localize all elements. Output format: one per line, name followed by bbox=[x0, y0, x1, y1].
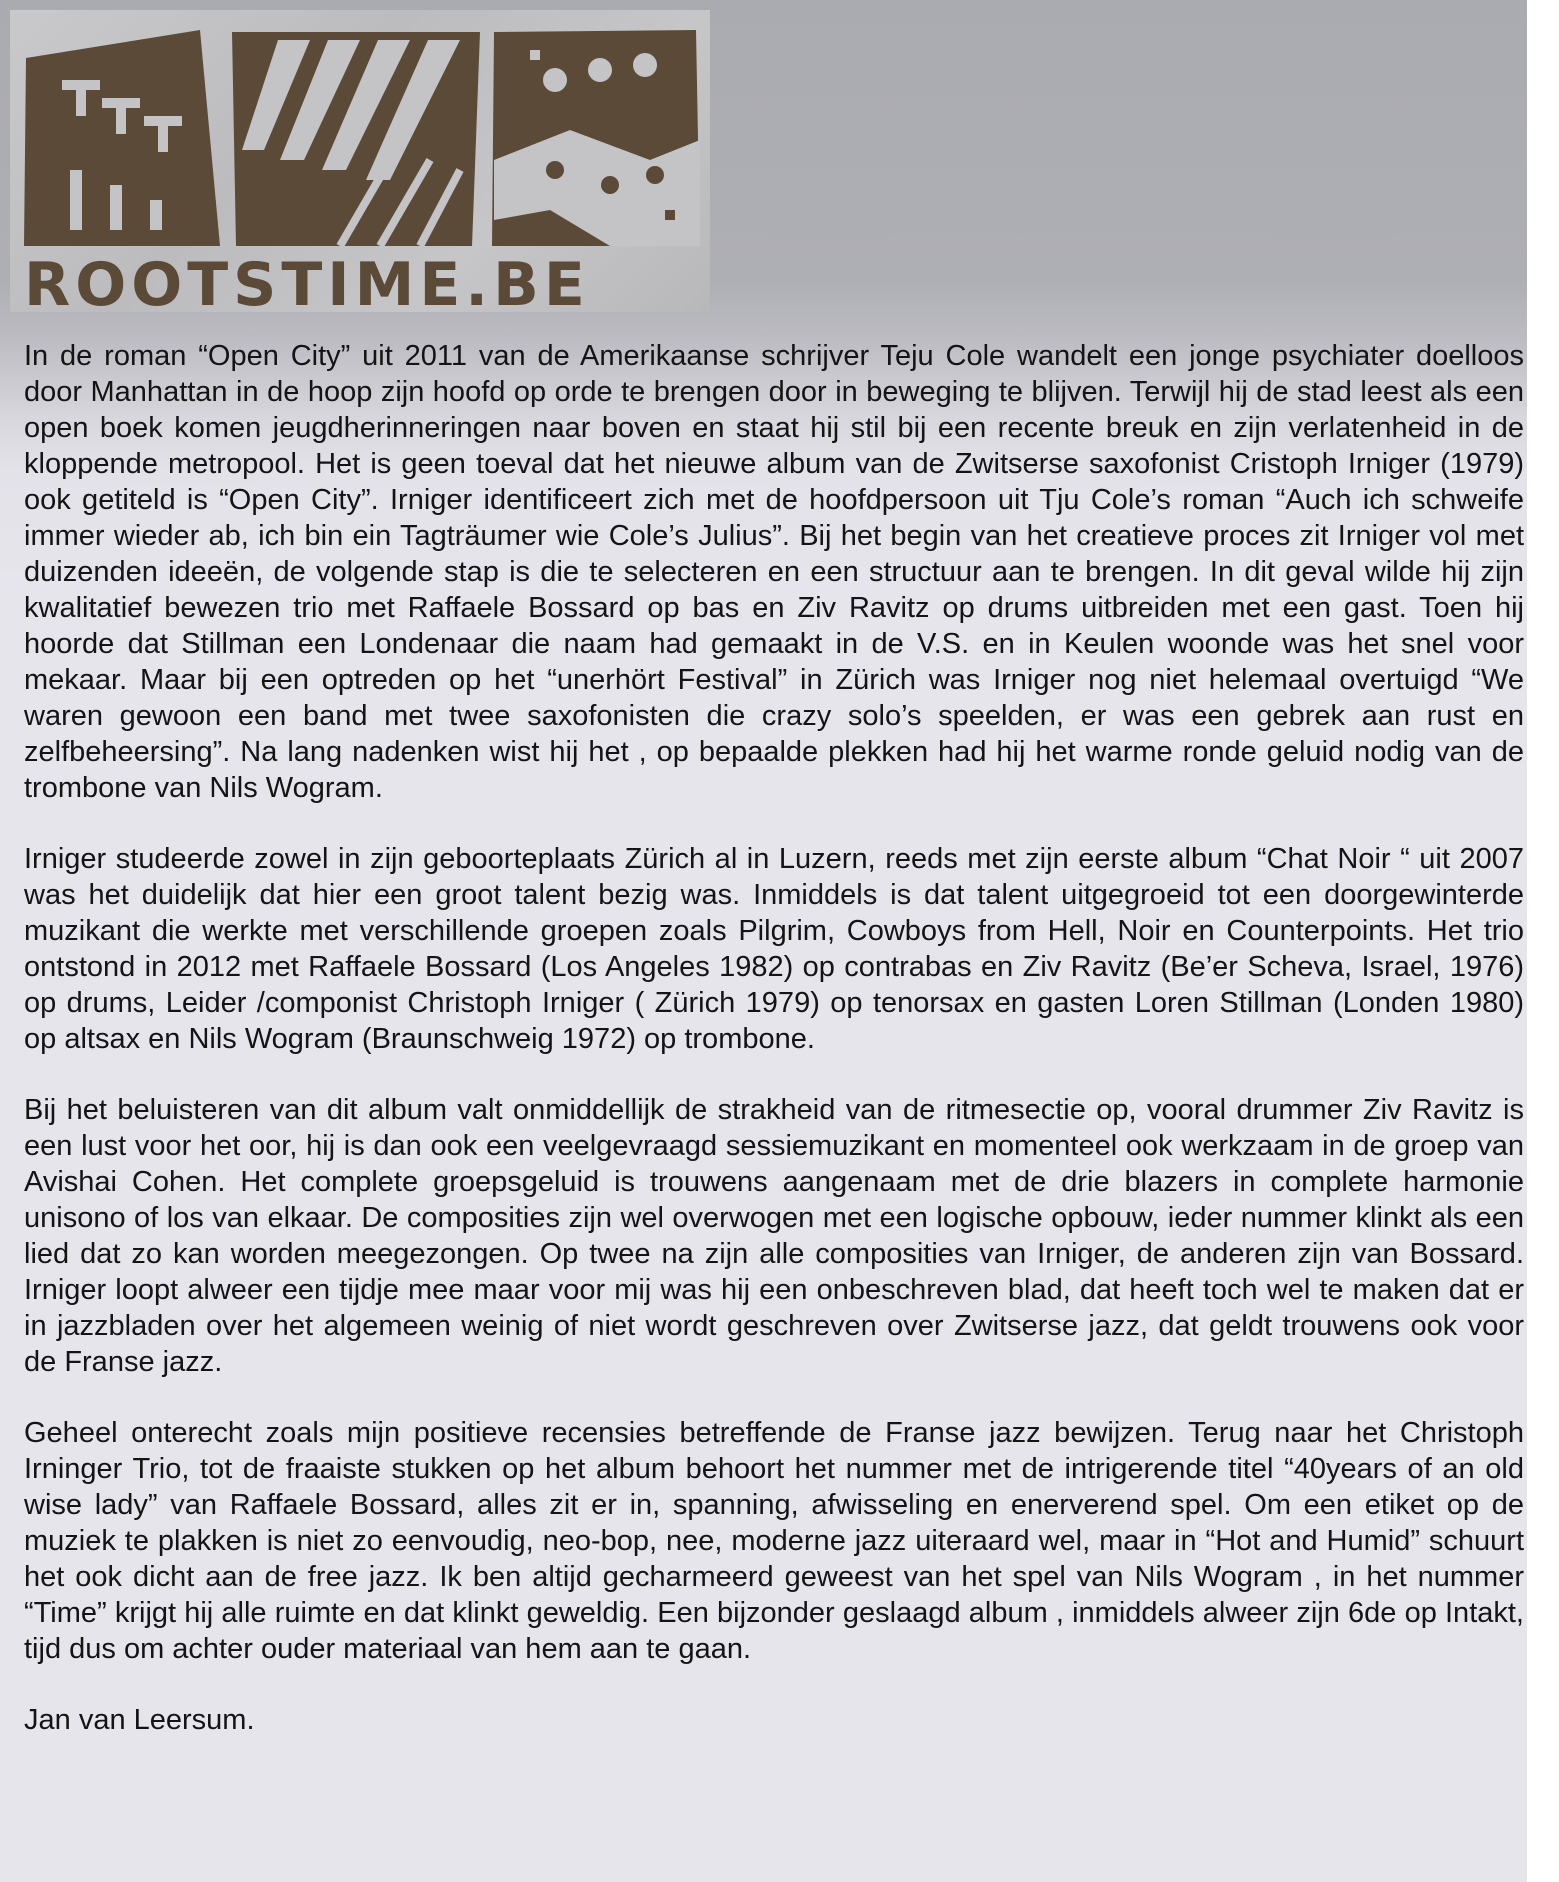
rootstime-logo[interactable] bbox=[10, 10, 710, 312]
article-paragraph-1: In de roman “Open City” uit 2011 van de Amerikaanse schrijver Teju Cole wandelt een jonge psychiater doelloos door Manhattan in de hoop zijn hoofd op orde te brengen door in beweging te blijven. Terwijl hij de stad leest als een open boek komen jeugdherinneringen naar boven en staat hij stil bij een recente breuk en zijn verlatenheid in de kloppende metropool. Het is geen toeval dat het nieuwe album van de Zwitserse saxofonist Cristoph Irniger (1979) ook getiteld is “Open City”. Irniger identificeert zich met de hoofdpersoon uit Tju Cole’s roman “Auch ich schweife immer wieder ab, ich bin ein Tagträumer wie Cole’s Julius”. Bij het begin van het creatieve proces zit Irniger vol met duizenden ideeën, de volgende stap is die te selecteren en een structuur aan te brengen. In dit geval wilde hij zijn kwalitatief bewezen trio met Raffaele Bossard op bas en Ziv Ravitz op drums uitbreiden met een gast. Toen hij hoorde dat Stillman een Londenaar die naam had gemaakt in de V.S. en in Keulen woonde was het snel voor mekaar. Maar bij een optreden op het “unerhört Festival” in Zürich was Irniger nog niet helemaal overtuigd “We waren gewoon een band met twee saxofonisten die crazy solo’s speelden, er was een gebrek aan rust en zelfbeheersing”. Na lang nadenken wist hij het , op bepaalde plekken had hij het warme ronde geluid nodig van de trombone van Nils Wogram. bbox=[24, 340, 1524, 804]
piano-keys-icon bbox=[232, 32, 480, 246]
article-paragraph-2: Irniger studeerde zowel in zijn geboorteplaats Zürich al in Luzern, reeds met zijn eerste album “Chat Noir “ uit 2007 was het duidelijk dat hier een groot talent bezig was. Inmiddels is dat talent uitgegroeid tot een doorgewinterde muzikant die werkte met verschillende groepen zoals Pilgrim, Cowboys from Hell, Noir en Counterpoints. Het trio ontstond in 2012 met Raffaele Bossard (Los Angeles 1982) op contrabas en Ziv Ravitz (Be’er Scheva, Israel, 1976) op drums, Leider /componist Christoph Irniger ( Zürich 1979) op tenorsax en gasten Loren Stillman (Londen 1980) op altsax en Nils Wogram (Braunschweig 1972) op trombone. bbox=[24, 843, 1524, 1055]
logo-text: ROOTSTIME.BE bbox=[24, 250, 590, 312]
article-paragraph-3: Bij het beluisteren van dit album valt onmiddellijk de strakheid van de ritmesectie op, vooral drummer Ziv Ravitz is een lust voor het oor, hij is dan ook een veelgevraagd sessiemuzikant en momenteel ook werkzaam in de groep van Avishai Cohen. Het complete groepsgeluid is trouwens aangenaam met de drie blazers in complete harmonie unisono of los van elkaar. De composities zijn wel overwogen met een logische opbouw, ieder nummer klinkt als een lied dat zo kan worden meegezongen. Op twee na zijn alle composities van Irniger, de anderen zijn van Bossard. Irniger loopt alweer een tijdje mee maar voor mij was hij een onbeschreven blad, dat heeft toch wel te maken dat er in jazzbladen over het algemeen weinig of niet wordt geschreven over Zwitserse jazz, dat geldt trouwens ook voor de Franse jazz. bbox=[24, 1094, 1524, 1378]
guitar-headstock-icon bbox=[492, 30, 700, 246]
article-body bbox=[24, 338, 1524, 1773]
author-signature: Jan van Leersum. bbox=[24, 1704, 255, 1736]
article-paragraph-4: Geheel onterecht zoals mijn positieve recensies betreffende de Franse jazz bewijzen. Terug naar het Christoph Irninger Trio, tot de fraaiste stukken op het album behoort het nummer met de intrigerende titel “40years of an old wise lady” van Raffaele Bossard, alles zit er in, spanning, afwisseling en enerverend spel. Om een etiket op de muziek te plakken is niet zo eenvoudig, neo-bop, nee, moderne jazz uiteraard wel, maar in “Hot and Humid” schuurt het ook dicht aan de free jazz. Ik ben altijd gecharmeerd geweest van het spel van Nils Wogram , in het nummer “Time” krijgt hij alle ruimte en dat klinkt geweldig. Een bijzonder geslaagd album , inmiddels alweer zijn 6de op Intakt, tijd dus om achter ouder materiaal van hem aan te gaan. bbox=[24, 1417, 1524, 1665]
trumpet-icon bbox=[24, 30, 220, 246]
